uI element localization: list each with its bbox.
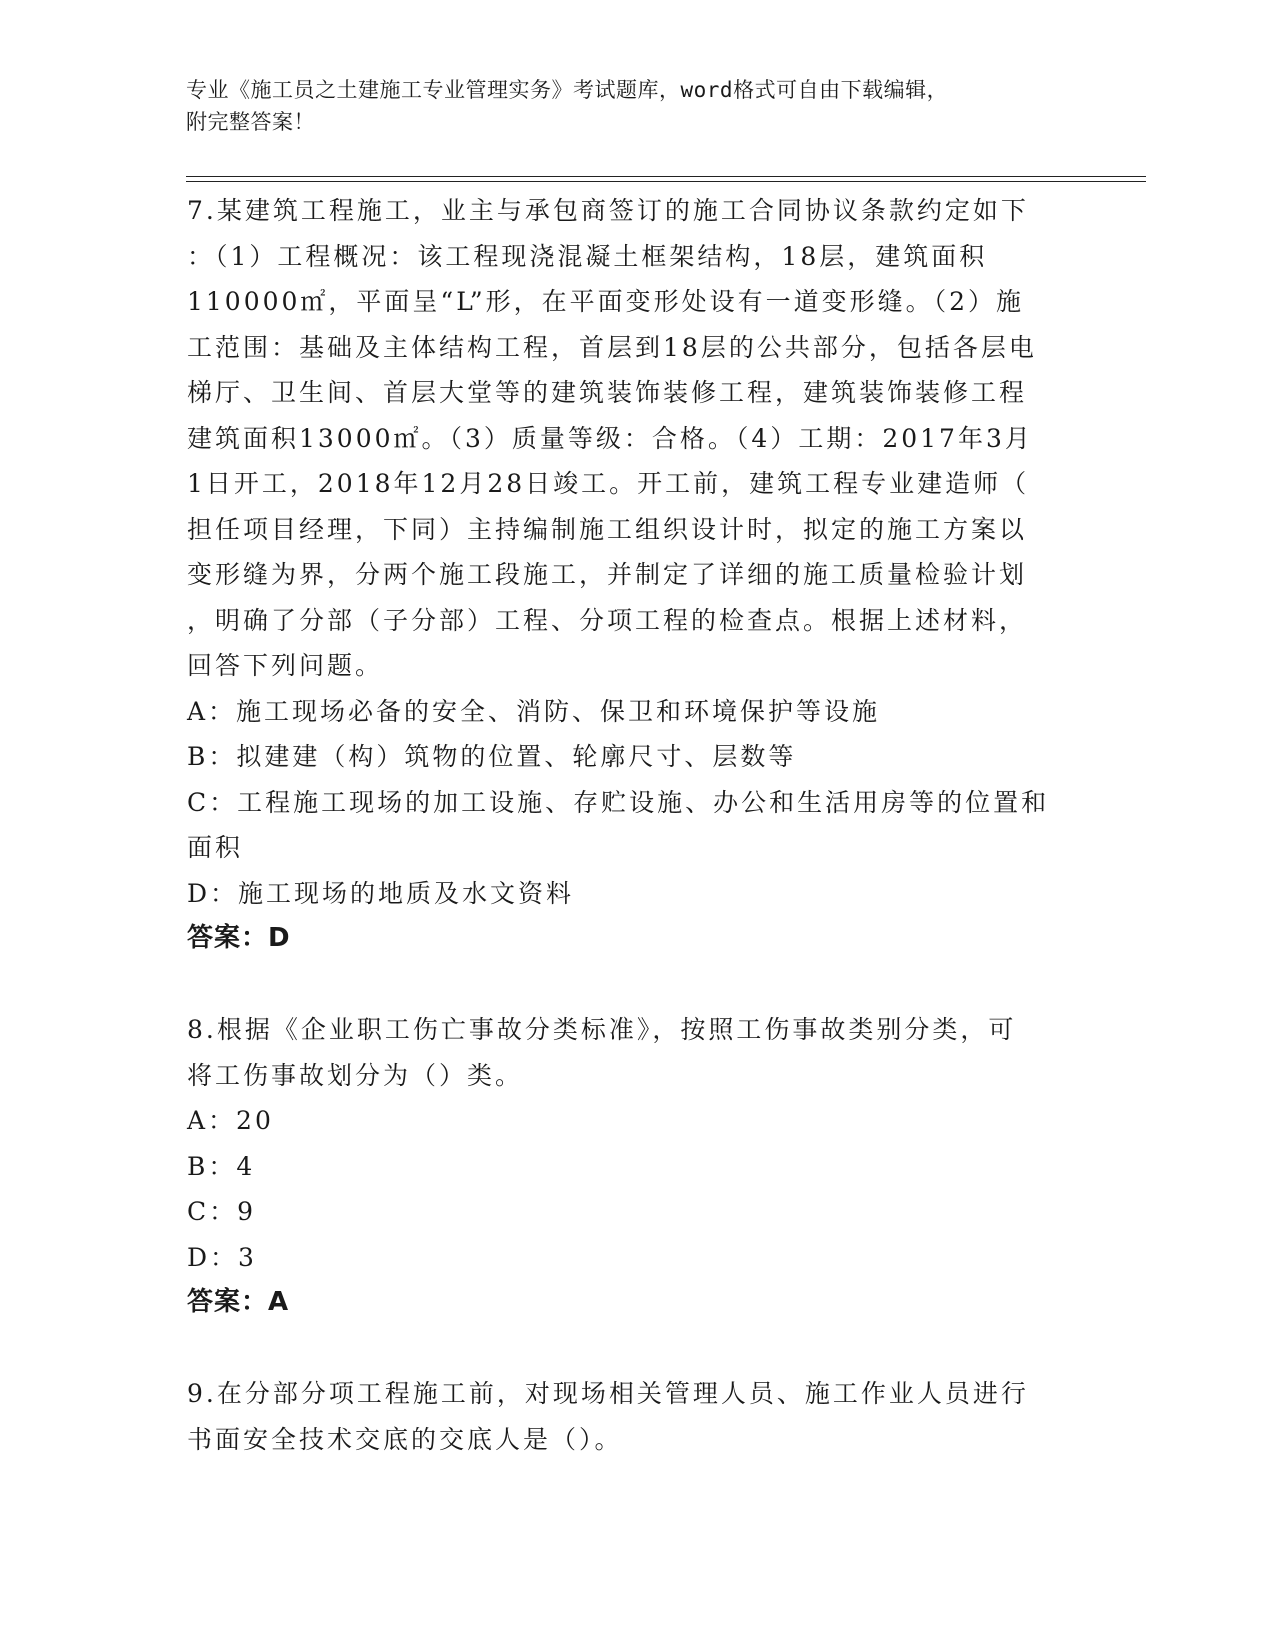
question-7-stem-line: 担任项目经理，下同）主持编制施工组织设计时，拟定的施工方案以 bbox=[187, 514, 1028, 544]
question-7-stem-line: ，明确了分部（子分部）工程、分项工程的检查点。根据上述材料， bbox=[187, 605, 1028, 635]
header-line-2: 附完整答案！ bbox=[186, 110, 315, 134]
question-spacer bbox=[187, 962, 1087, 1008]
question-7-stem-line: 变形缝为界，分两个施工段施工，并制定了详细的施工质量检验计划 bbox=[187, 560, 1028, 589]
question-7-stem-line: 建筑面积13000㎡。（3）质量等级：合格。（4）工期：2017年3月 bbox=[187, 423, 1033, 453]
question-7-stem-line: 工范围：基础及主体结构工程，首层到18层的公共部分，包括各层电 bbox=[187, 332, 1037, 362]
question-8-stem-line: 8.根据《企业职工伤亡事故分类标准》，按照工伤事故类别分类，可 bbox=[187, 1015, 1017, 1044]
question-7-stem-line: 回答下列问题。 bbox=[187, 651, 384, 680]
document-header bbox=[186, 74, 1066, 138]
header-line-1: 专业《施工员之土建施工专业管理实务》考试题库，word格式可自由下载编辑， bbox=[186, 78, 949, 102]
question-7 bbox=[187, 188, 1087, 962]
header-rule-top bbox=[186, 176, 1146, 177]
question-list bbox=[187, 188, 1087, 1462]
question-8-option-a: A：20 bbox=[187, 1106, 274, 1135]
question-9-stem-line: 9.在分部分项工程施工前，对现场相关管理人员、施工作业人员进行 bbox=[187, 1379, 1029, 1408]
question-7-stem-line: 梯厅、卫生间、首层大堂等的建筑装饰装修工程，建筑装饰装修工程 bbox=[187, 378, 1028, 407]
question-spacer bbox=[187, 1326, 1087, 1372]
question-7-option-b: B：拟建建（构）筑物的位置、轮廓尺寸、层数等 bbox=[187, 742, 797, 771]
question-8-stem-line: 将工伤事故划分为（）类。 bbox=[187, 1060, 524, 1090]
question-7-stem-line: 1日开工，2018年12月28日竣工。开工前，建筑工程专业建造师（ bbox=[187, 469, 1030, 498]
question-9 bbox=[187, 1371, 1087, 1462]
question-7-stem-line: 110000㎡，平面呈“L”形，在平面变形处设有一道变形缝。（2）施 bbox=[187, 287, 1025, 316]
header-rule-bottom bbox=[186, 181, 1146, 182]
question-8-option-b: B：4 bbox=[187, 1151, 256, 1181]
question-7-stem-line: ：（1）工程概况：该工程现浇混凝土框架结构，18层，建筑面积 bbox=[187, 241, 988, 271]
question-7-option-c: C：工程施工现场的加工设施、存贮设施、办公和生活用房等的位置和 bbox=[187, 787, 1050, 817]
question-7-option-a: A：施工现场必备的安全、消防、保卫和环境保护等设施 bbox=[187, 696, 881, 726]
question-8-option-d: D：3 bbox=[187, 1242, 257, 1272]
question-7-option-d: D：施工现场的地质及水文资料 bbox=[187, 878, 575, 908]
question-7-option-c-continued: 面积 bbox=[187, 833, 244, 862]
question-9-stem-line: 书面安全技术交底的交底人是（）。 bbox=[187, 1424, 623, 1454]
question-7-stem-line: 7.某建筑工程施工，业主与承包商签订的施工合同协议条款约定如下 bbox=[187, 196, 1029, 225]
question-8-option-c: C：9 bbox=[187, 1197, 257, 1226]
question-7-answer: 答案：D bbox=[187, 923, 291, 953]
question-8 bbox=[187, 1007, 1087, 1326]
question-8-answer: 答案：A bbox=[187, 1287, 290, 1317]
